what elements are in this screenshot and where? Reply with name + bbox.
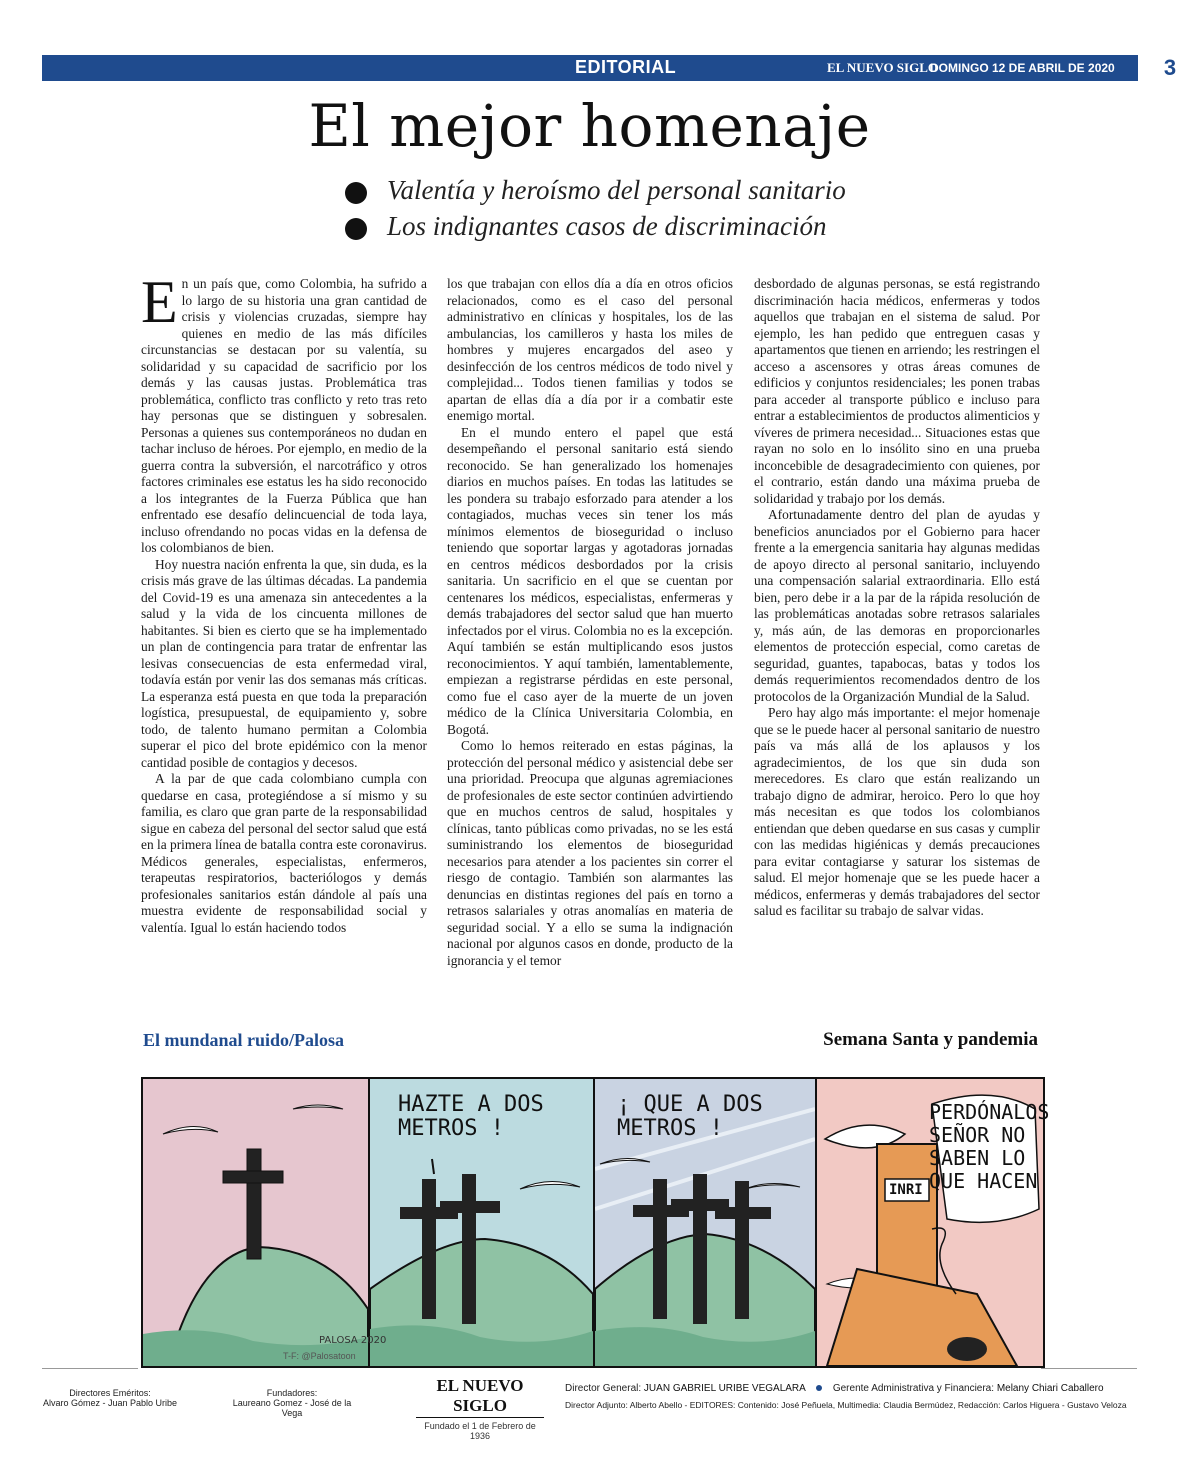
subhead-text: Valentía y heroísmo del personal sanitario [387, 175, 846, 205]
cartoon-panel-1 [143, 1079, 368, 1366]
cartoon-subtitle: Semana Santa y pandemia [823, 1029, 1038, 1050]
director-general-label: Director General: [565, 1383, 642, 1394]
header-bar [42, 55, 1177, 81]
paragraph-text: n un país que, como Colombia, ha sufrido a lo largo de su historia una gran cantidad de crisis y violencias cruzadas, siempre hay quienes en medio de las más difíciles circunstancias se destacan por su valentía, su solidaridad y su capacidad de sacrificio por los demás y las causas justas. Problemática tras problemática, conflicto tras conflicto y reto tras reto hay personas que se distinguen y sobresalen. Personas a quienes sus contemporáneos no dudan en tachar incluso de héroes. Por ejemplo, en medio de la guerra contra la subversión, el narcotráfico y otros factores criminales ese estatus les ha sido reconocido a los integrantes de la Fuerza Pública que han enfrentado ese desafío delincuencial de toda laya, incluso ofrendando no pocas vidas en la defensa de los colombianos de bien. [141, 276, 427, 555]
footer-founders [222, 1388, 362, 1418]
staff-line: Director Adjunto: Alberto Abello - EDITORES: Contenido: José Peñuela, Multimedia: Claudia Bermúdez, Redacción: Carlos Higuera - Gustavo Veloza [565, 1400, 1127, 1410]
inri-sign: INRI [889, 1182, 923, 1198]
article-column-2 [447, 276, 733, 969]
bullet-icon [345, 182, 367, 204]
masthead-small: EL NUEVO SIGLO [827, 60, 938, 75]
cartoonist-credit: T-F: @Palosatoon [283, 1351, 356, 1361]
director-general-name: JUAN GABRIEL URIBE VEGALARA [643, 1383, 806, 1394]
article-title: El mejor homenaje [308, 92, 871, 160]
footer-staff-line-1 [565, 1383, 1104, 1394]
paragraph: desbordado de algunas personas, se está registrando discriminación hacia médicos, enfermeras y todos aquellos que trabajan en el sistema de salud. Por ejemplo, les han pedido que entreguen casas y apartamentos que tienen en arriendo; les restringen el acceso a ascensores y otras áreas comunes de edificios y conjuntos residenciales; les ponen trabas para acceder al transporte público e incluso para entrar a establecimientos de productos alimenticios y víveres de primera necesidad... Situaciones estas que rayan no solo en lo insólito sino en una prueba inconcebible de desagradecimiento con quienes, por el contrario, están dando una máxima prueba de solidaridad y trabajo por los demás. [754, 276, 1040, 506]
footer-staff-line-2 [565, 1400, 1127, 1410]
cartoonist-signature: PALOSA 2020 [319, 1335, 387, 1346]
founded-date: Fundado el 1 de Febrero de 1936 [424, 1421, 536, 1441]
emeritus-label: Directores Eméritos: [69, 1388, 151, 1398]
footer-logo [416, 1376, 544, 1441]
article-column-3 [754, 276, 1040, 920]
gerente-label: Gerente Administrativa y Financiera: [832, 1383, 995, 1394]
paragraph: Afortunadamente dentro del plan de ayudas y beneficios anunciados por el Gobierno para hacer frente a la emergencia sanitaria hay algunas medidas de apoyo directo al personal sanitario, incluyendo una compensación salarial extraordinaria. Ello está bien, pero debe ir a la par de la rápida resolución de las problemáticas anotadas sobre retrasos salariales y, más aún, de las demoras en proporcionarles elementos de protección especial, como caretas de seguridad, guantes, tapabocas, batas y todos los demás requerimientos recomendados dentro de los protocolos de la Organización Mundial de la Salud. [754, 507, 1040, 704]
cartoon-panel-4 [815, 1079, 1050, 1366]
cartoon-strip [141, 1077, 1050, 1368]
gerente-name: Melany Chiari Caballero [996, 1383, 1104, 1394]
footer-emeritus [40, 1388, 180, 1408]
paragraph [141, 269, 427, 557]
section-label: EDITORIAL [575, 57, 677, 77]
subhead-text: Los indignantes casos de discriminación [387, 211, 827, 241]
paragraph: En el mundo entero el papel que está desempeñando el personal sanitario está siendo reconocido. Se han generalizado los homenajes diarios en muchos países. En todas las latitudes se les pondera su trabajo esforzado para atender a los contagiados, muchas veces sin tener los más mínimos elementos de bioseguridad o incluso teniendo que soportar largas y agotadoras jornadas en centros médicos desbordados por la crisis sanitaria. Un sacrificio en el que se cuentan por centenares los médicos, especialistas, enfermeras y demás trabajadores del sector salud que han muerto infectados por el virus. Colombia no es la excepción. Aquí también se están multiplicando esos justos reconocimientos. Y aquí también, lamentablemente, empiezan a registrarse pérdidas en este personal, como fue el caso ayer de la muerte de un joven médico de la Clínica Universitaria Colombia, en Bogotá. [447, 424, 733, 737]
founders-names: Laureano Gomez - José de la Vega [232, 1398, 352, 1418]
emeritus-names: Alvaro Gómez - Juan Pablo Uribe [42, 1398, 178, 1408]
cartoon-title: El mundanal ruido/Palosa [143, 1030, 345, 1050]
separator-icon [816, 1385, 822, 1391]
paragraph: Pero hay algo más importante: el mejor homenaje que se le puede hacer al personal sanitario de nuestro país va más allá de los aplausos y los agradecimientos, de los que sin duda son merecedores. Es claro que están realizando un trabajo digno de admirar, heroico. Pero lo que hoy más necesitan es que todos los colombianos entiendan que deben quedarse en sus casas y cumplir con las medidas higiénicas y demás precauciones para evitar contagiarse y saturar los sistemas de salud. El mejor homenaje que se les puede hacer a médicos, enfermeras y demás trabajadores del sector salud es facilitar su trabajo de salvar vidas. [754, 705, 1040, 918]
subhead-2 [345, 211, 945, 247]
bullet-icon [345, 218, 367, 240]
cartoon-panel-2 [368, 1079, 595, 1366]
drop-cap: E [141, 269, 178, 335]
speech-text-panel-4: PERDÓNALOS SEÑOR NO SABEN LO QUE HACEN [929, 1100, 1050, 1193]
page-number: 3 [1158, 51, 1179, 85]
speech-text-panel-2: HAZTE A DOS METROS ! [398, 1092, 544, 1141]
subheads [345, 175, 945, 247]
paragraph: Como lo hemos reiterado en estas páginas, la protección del personal médico y asistencial debe ser una prioridad. Preocupa que algunas agremiaciones de profesionales de este sector continúen advirtiendo que en muchos centros de salud, hospitales y clínicas, tanto públicas como privadas, no se les está suministrando los elementos de bioseguridad necesarios para atender a los pacientes sin correr el riesgo de contagio. También son alarmantes las denuncias en distintas regiones del país en torno a retrasos salariales y otras anomalías en materia de seguridad social. Y a ello se suma la indignación nacional por algunos casos en donde, producto de la ignorancia y el temor [447, 738, 733, 968]
logo-text: EL NUEVO SIGLO [416, 1376, 544, 1418]
paragraph: Hoy nuestra nación enfrenta la que, sin duda, es la crisis más grave de las últimas décadas. La pandemia del Covid-19 es una amenaza sin antecedentes a la salud y la vida de los cincuenta millones de habitantes. Si bien es cierto que se ha implementado un plan de contingencia para tratar de enfrentar las lesivas consecuencias de esta enfermedad viral, todavía están por venir las dos semanas más críticas. La esperanza está puesta en que toda la preparación logística, presupuestal, de equipamiento y, sobre todo, de talento humano permitan a Colombia superar el pico del brote epidémico con la menor cantidad posible de contagios y decesos. [141, 556, 427, 770]
paragraph: A la par de que cada colombiano cumpla con quedarse en casa, protegiéndose a sí mismo y su familia, es claro que gran parte de la responsabilidad sigue en cabeza del personal del sector salud que está en la primera línea de batalla contra este coronavirus. Médicos generales, especialistas, enfermeros, terapeutas respiratorios, bacteriólogos y demás profesionales sanitarios están dándole al país una muestra evidente de responsabilidad social y valentía. Igual lo están haciendo todos [141, 771, 427, 935]
article-column-1 [141, 269, 427, 936]
paragraph: los que trabajan con ellos día a día en otros oficios relacionados, como es el caso del personal administrativo en clínicas y hospitales, los de las ambulancias, los camilleros y hasta los miles de hombres y mujeres encargados del aseo y desinfección de los centros médicos de todo nivel y complejidad... Todos tienen familias y todos se apartan de ellas día a día por ir a combatir este enemigo mortal. [447, 276, 733, 423]
cartoon-panel-3 [593, 1079, 817, 1366]
speech-text-panel-3: ¡ QUE A DOS METROS ! [617, 1092, 763, 1141]
cartoon-panel-1-drawing [143, 1079, 368, 1366]
subhead-1 [345, 175, 945, 211]
founders-label: Fundadores: [266, 1388, 318, 1398]
footer-rule-right [1041, 1368, 1137, 1369]
issue-date: DOMINGO 12 DE ABRIL DE 2020 [930, 61, 1115, 75]
footer-rule-left [42, 1368, 138, 1369]
